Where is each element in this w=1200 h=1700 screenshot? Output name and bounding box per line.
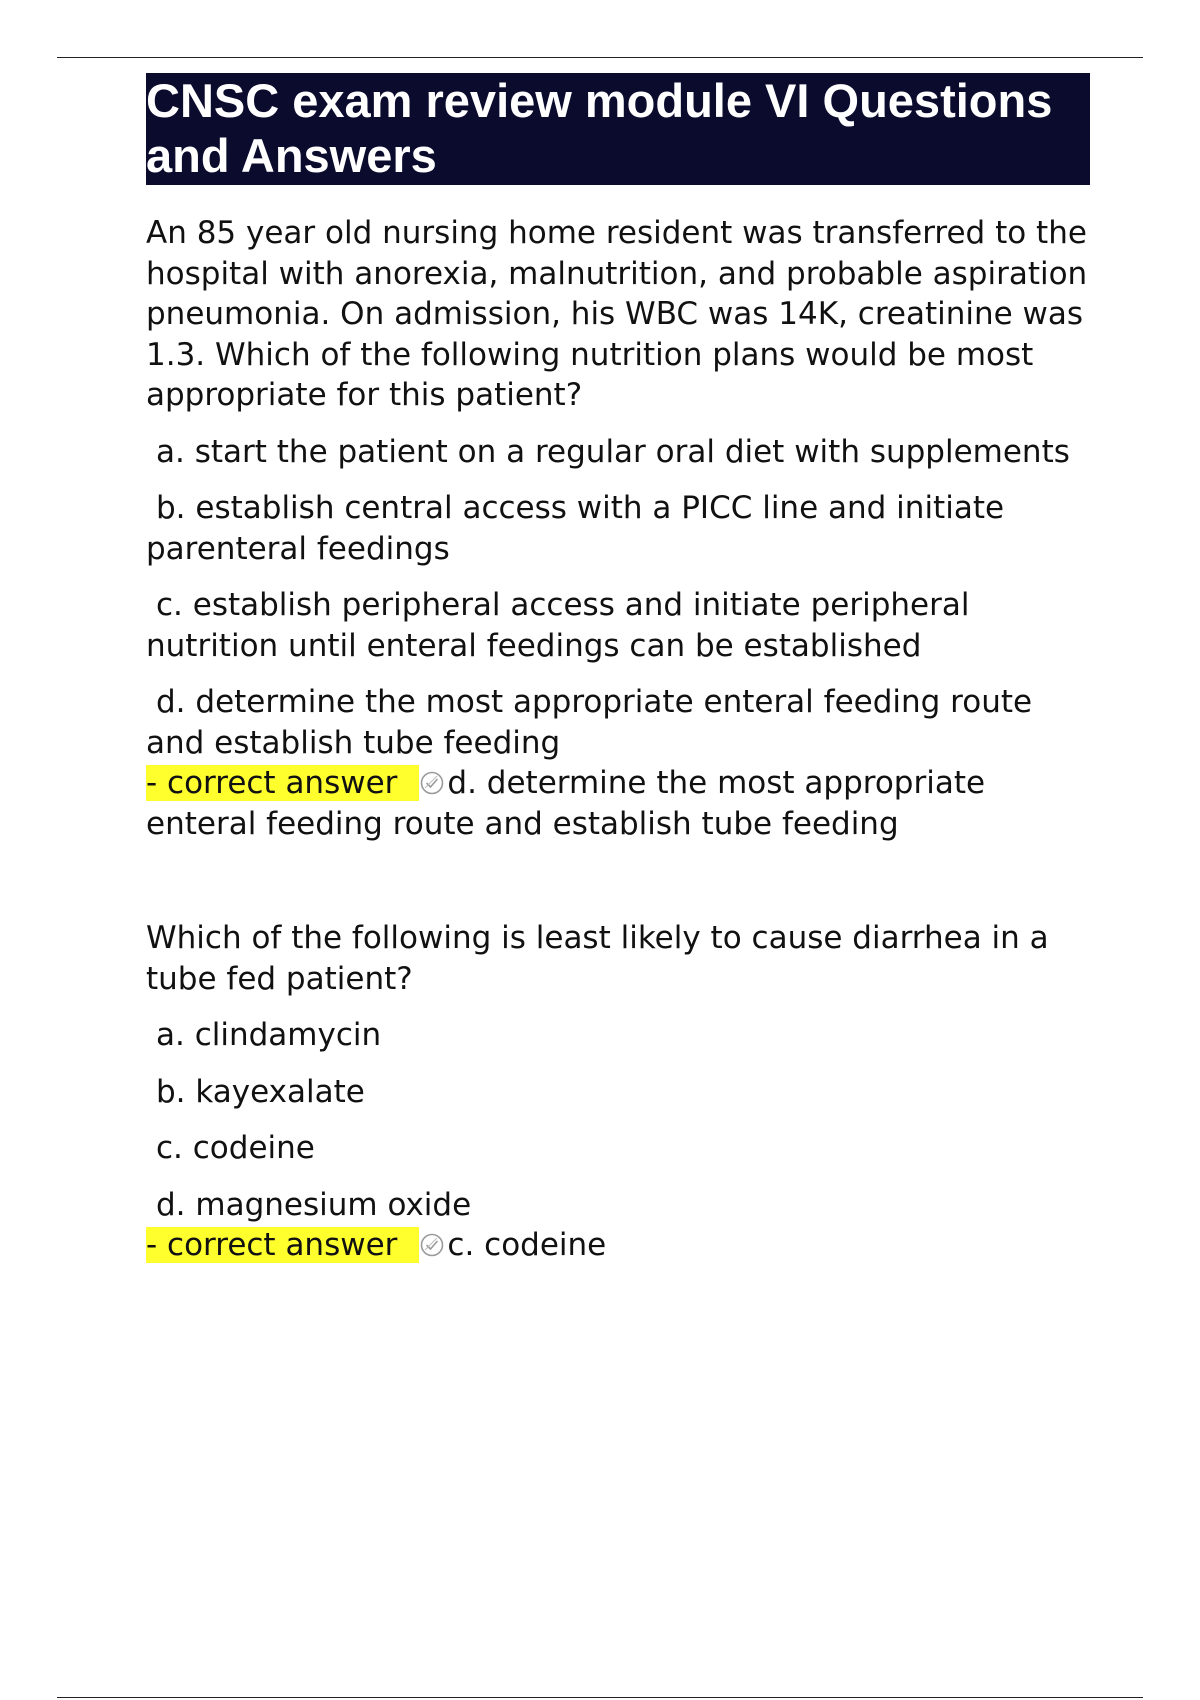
question-block-2: [146, 918, 1090, 1266]
option-text: c. codeine: [156, 1130, 315, 1166]
option-text: d. magnesium oxide: [156, 1186, 472, 1223]
answer-option-a: [146, 1015, 1090, 1056]
answer-option-b: [146, 1072, 1090, 1113]
question-stem: An 85 year old nursing home resident was transferred to the hospital with anorexia, malnutrition, and probable aspiration pneumonia. On admission, his WBC was 14K, creatinine was 1.3. Which of the following nutrition plans would be most appropriate for this patient?: [146, 215, 1088, 413]
answer-option-b: [146, 488, 1090, 569]
question-block-1: [146, 213, 1090, 844]
correct-answer-label: - correct answer: [146, 1227, 419, 1263]
answer-option-c: [146, 1128, 1090, 1169]
option-text: a. clindamycin: [156, 1017, 382, 1053]
answer-option-d: [146, 1185, 1090, 1226]
answer-option-c: [146, 585, 1090, 666]
correct-answer-line: [146, 1225, 1090, 1266]
correct-answer-line: [146, 763, 1090, 844]
correct-answer-label: - correct answer: [146, 765, 419, 801]
document-title: CNSC exam review module VI Questions and Answers: [146, 73, 1090, 185]
correct-answer-text: c. codeine: [447, 1227, 607, 1263]
answer-option-a: [146, 432, 1090, 473]
bottom-divider: [57, 1697, 1143, 1698]
option-text: c. establish peripheral access and initiate peripheral nutrition until enteral feedings can be established: [146, 587, 970, 664]
answer-option-d: [146, 682, 1090, 763]
option-text: b. kayexalate: [156, 1073, 365, 1110]
correct-answer-text: d. determine the most appropriate enteral feeding route and establish tube feeding: [146, 765, 986, 842]
option-text: b. establish central access with a PICC line and initiate parenteral feedings: [146, 490, 1005, 567]
option-text: a. start the patient on a regular oral diet with supplements: [156, 433, 1070, 470]
option-text: d. determine the most appropriate enteral feeding route and establish tube feeding: [146, 684, 1033, 761]
check-circle-icon: [419, 770, 445, 796]
check-circle-icon: [419, 1232, 445, 1258]
document-body: [146, 73, 1090, 1266]
question-stem: Which of the following is least likely to cause diarrhea in a tube fed patient?: [146, 920, 1049, 997]
top-divider: [57, 57, 1143, 58]
